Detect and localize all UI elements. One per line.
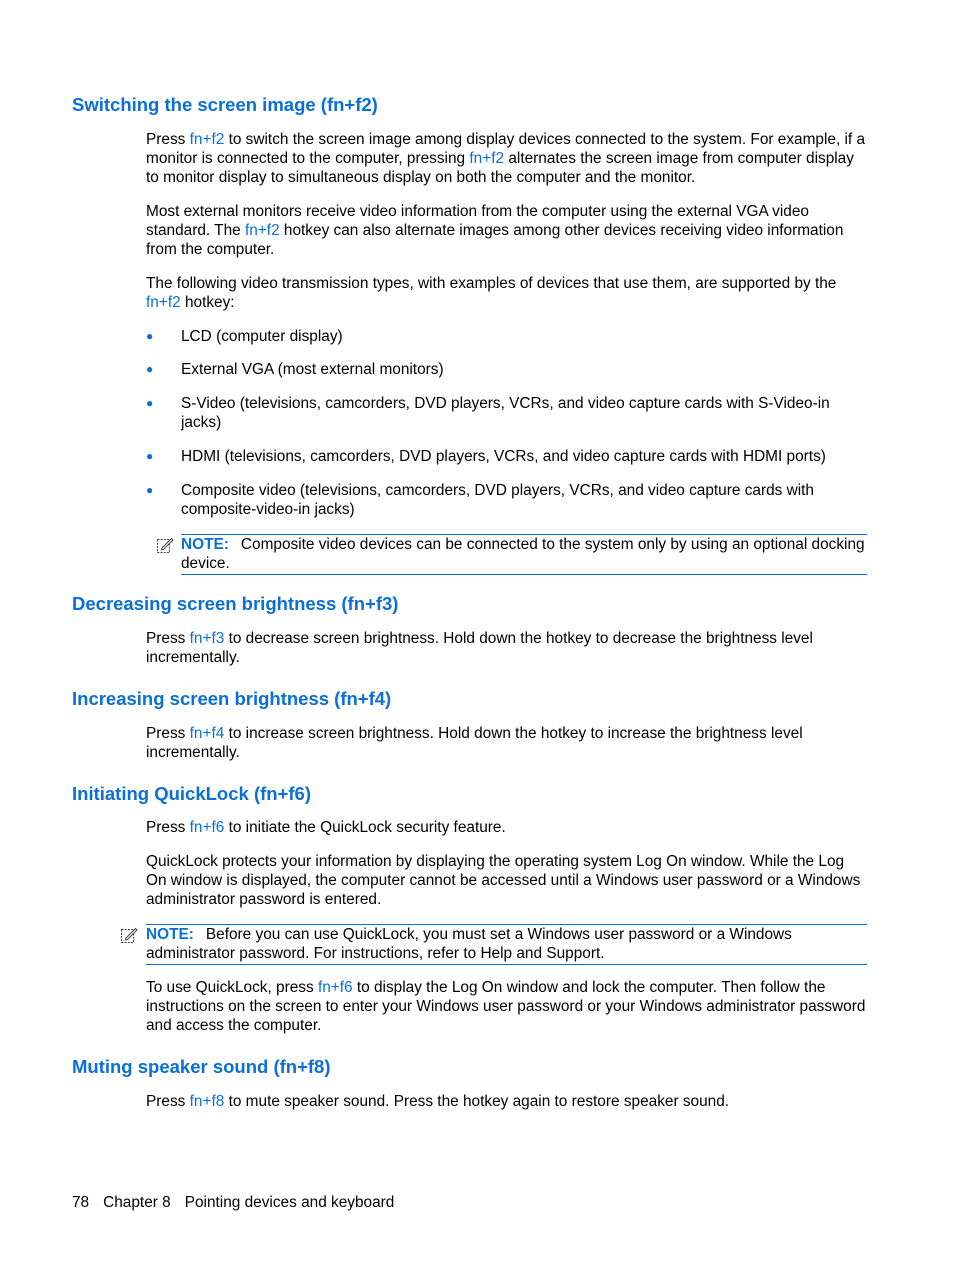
text: to switch the screen image among display devices connected to the system. For example, if a monitor is connected to the computer, pressing	[146, 131, 866, 167]
section-heading-increasing: Increasing screen brightness (fn+f4)	[72, 688, 392, 709]
section-heading-quicklock: Initiating QuickLock (fn+f6)	[72, 783, 311, 804]
chapter-title: Pointing devices and keyboard	[184, 1194, 395, 1211]
paragraph	[146, 274, 868, 312]
text: Composite video devices can be connected to the system only by using an optional docking device.	[181, 536, 865, 572]
hotkey-link[interactable]: fn+f2	[189, 131, 225, 148]
section-heading-switching: Switching the screen image (fn+f2)	[72, 94, 378, 115]
text: to initiate the QuickLock security feature.	[224, 819, 506, 836]
paragraph	[146, 202, 868, 259]
bullet-icon: ●	[146, 449, 154, 463]
text: hotkey can also alternate images among other devices receiving video information from the computer.	[146, 222, 844, 258]
hotkey-link[interactable]: fn+f8	[189, 1093, 225, 1110]
note-icon	[120, 926, 138, 949]
hotkey-link[interactable]: fn+f2	[469, 150, 505, 167]
list-item: S-Video (televisions, camcorders, DVD players, VCRs, and video capture cards with S-Video-in jacks)	[181, 395, 830, 431]
section-heading-muting: Muting speaker sound (fn+f8)	[72, 1056, 331, 1077]
paragraph	[146, 724, 868, 762]
paragraph	[146, 818, 868, 837]
note-label: NOTE:	[181, 536, 229, 553]
paragraph	[146, 978, 868, 1035]
bullet-icon: ●	[146, 396, 154, 410]
bullet-icon: ●	[146, 362, 154, 376]
list-item: HDMI (televisions, camcorders, DVD players, VCRs, and video capture cards with HDMI ports)	[181, 448, 826, 465]
list-item: External VGA (most external monitors)	[181, 361, 444, 378]
hotkey-link[interactable]: fn+f4	[189, 725, 225, 742]
hotkey-link[interactable]: fn+f2	[146, 294, 181, 311]
text: hotkey:	[180, 294, 235, 311]
hotkey-link[interactable]: fn+f6	[189, 819, 225, 836]
note-box	[181, 534, 867, 575]
chapter-label: Chapter 8	[103, 1194, 171, 1211]
note-text	[181, 535, 867, 573]
text: The following video transmission types, with examples of devices that use them, are supported by the	[146, 275, 837, 292]
text: to decrease screen brightness. Hold down the hotkey to decrease the brightness level incrementally.	[146, 630, 813, 666]
paragraph	[146, 130, 868, 187]
paragraph	[146, 1092, 868, 1111]
note-text	[146, 925, 867, 963]
text: Press	[146, 630, 190, 647]
paragraph: QuickLock protects your information by displaying the operating system Log On window. While the Log On window is displayed, the computer cannot be accessed until a Windows user password or a Windows administrator password is entered.	[146, 853, 861, 908]
bullet-icon: ●	[146, 329, 154, 343]
text: Press	[146, 131, 190, 148]
paragraph	[146, 629, 868, 667]
list-item: Composite video (televisions, camcorders, DVD players, VCRs, and video capture cards with composite-video-in jacks)	[181, 482, 814, 518]
text: Press	[146, 1093, 190, 1110]
text: Press	[146, 819, 190, 836]
text: to increase screen brightness. Hold down the hotkey to increase the brightness level incrementally.	[146, 725, 803, 761]
text: To use QuickLock, press	[146, 979, 318, 996]
page-number: 78	[72, 1194, 90, 1211]
text: to mute speaker sound. Press the hotkey again to restore speaker sound.	[224, 1093, 730, 1110]
text: Most external monitors receive video information from the computer using the external VGA video standard. The	[146, 203, 809, 239]
text: Press	[146, 725, 190, 742]
text: Before you can use QuickLock, you must set a Windows user password or a Windows administrator password. For instructions, refer to Help and Support.	[146, 926, 792, 962]
text: alternates the screen image from computer display to monitor display to simultaneous display on both the computer and the monitor.	[146, 150, 854, 186]
hotkey-link[interactable]: fn+f2	[244, 222, 280, 239]
section-heading-decreasing: Decreasing screen brightness (fn+f3)	[72, 593, 399, 614]
hotkey-link[interactable]: fn+f3	[189, 630, 225, 647]
hotkey-link[interactable]: fn+f6	[317, 979, 353, 996]
note-box	[146, 924, 867, 965]
list-item: LCD (computer display)	[181, 328, 343, 345]
text: to display the Log On window and lock the computer. Then follow the instructions on the screen to enter your Windows user password or your Windows administrator password and access the computer.	[146, 979, 866, 1034]
note-icon	[156, 536, 174, 559]
bullet-icon: ●	[146, 483, 154, 497]
note-label: NOTE:	[146, 926, 194, 943]
page-footer	[72, 1193, 408, 1212]
